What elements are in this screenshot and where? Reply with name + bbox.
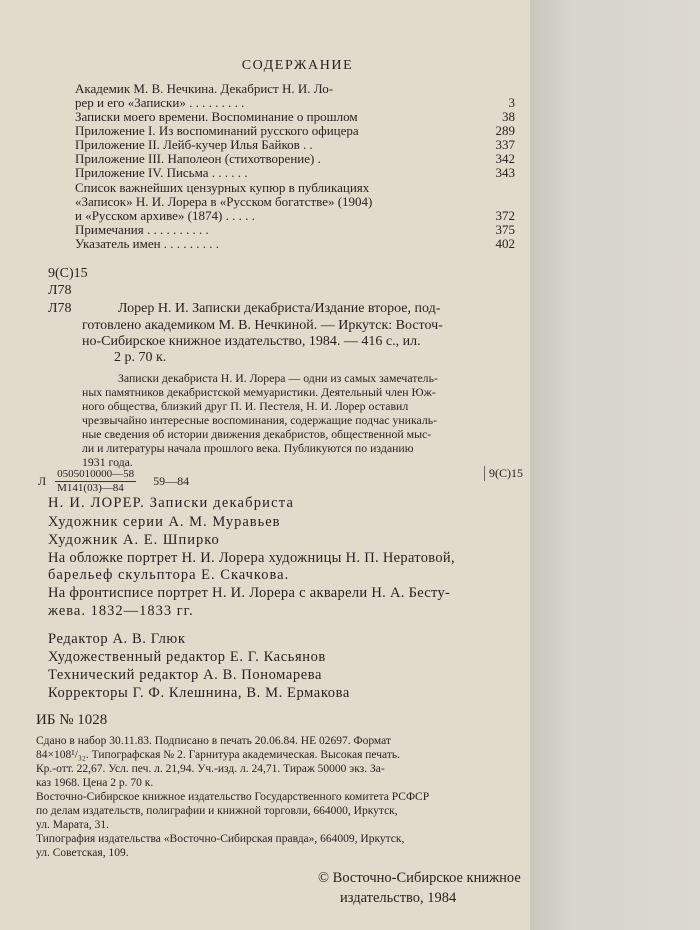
contents-row-text: «Записок» Н. И. Лорера в «Русском богатстве» (1904) (75, 194, 373, 209)
contents-row-text: Записки моего времени. Воспоминание о прошлом (75, 109, 358, 124)
code-prefix: Л (38, 474, 47, 488)
catalog-entry-line: Лорер Н. И. Записки декабриста/Издание второе, под- (118, 301, 441, 316)
annotation-line: ного общества, близкий друг П. И. Пестеля, Н. И. Лорер оставил (82, 399, 409, 413)
contents-row-text: Список важнейших цензурных купюр в публикациях (75, 180, 370, 195)
code-denominator: М141(03)—84 (57, 482, 124, 494)
contents-row-text: Указатель имен . . . . . . . . . (75, 236, 220, 251)
imprint-line: Восточно-Сибирское книжное издательство Государственного комитета РСФСР (36, 791, 430, 803)
contents-page-number: 402 (495, 236, 515, 251)
author-mark: Л78 (48, 283, 72, 298)
imprint-line: Кр.-отт. 22,67. Усл. печ. л. 21,94. Уч.-изд. л. 24,71. Тираж 50000 экз. За- (36, 763, 385, 775)
editor-line: Художественный редактор Е. Г. Касьянов (48, 649, 326, 665)
contents-page-number: 372 (495, 208, 515, 223)
bbk-index-right: 9(С)15 (484, 466, 523, 481)
ib-number: ИБ № 1028 (36, 712, 108, 728)
annotation-line: ные сведения об истории движения декабристов, общественной мыс- (82, 427, 432, 441)
imprint-line: ул. Марата, 31. (36, 819, 110, 831)
copyright-line: © Восточно-Сибирское книжное (318, 870, 521, 886)
author-mark: Л78 (48, 301, 72, 316)
contents-row-text: Академик М. В. Нечкина. Декабрист Н. И. Ло- (75, 81, 334, 96)
contents-row-text: Приложение II. Лейб-кучер Илья Байков . . (75, 137, 313, 152)
contents-row-text: рер и его «Записки» . . . . . . . . . (75, 95, 245, 110)
facing-page (530, 0, 700, 930)
contents-page-number: 343 (495, 165, 515, 180)
contents-page-number: 3 (508, 95, 515, 110)
contents-page-number: 342 (495, 151, 515, 166)
catalog-entry-line: но-Сибирское книжное издательство, 1984. — 416 с., ил. (82, 334, 421, 349)
annotation-line: 1931 года. (82, 455, 133, 469)
editor-line: Корректоры Г. Ф. Клешнина, В. М. Ермакова (48, 685, 350, 701)
price: 2 р. 70 к. (114, 350, 167, 365)
annotation-line: ли и литературы начала прошлого века. Публикуются по изданию (82, 441, 414, 455)
imprint-line: по делам издательств, полиграфии и книжной торговли, 664000, Иркутск, (36, 805, 398, 817)
contents-row (75, 166, 515, 181)
publication-code (38, 468, 189, 495)
contents-title: СОДЕРЖАНИЕ (241, 58, 354, 73)
contents-page-number: 38 (502, 109, 515, 124)
book-title-line: Н. И. ЛОРЕР. Записки декабриста (48, 495, 295, 511)
code-numerator: 0505010000—58 (57, 468, 135, 480)
editor-line: Редактор А. В. Глюк (48, 631, 186, 647)
contents-row (75, 237, 515, 252)
imprint-line: каз 1968. Цена 2 р. 70 к. (36, 777, 154, 789)
contents-row-text: Примечания . . . . . . . . . . (75, 222, 209, 237)
code-fraction (55, 468, 136, 495)
annotation-line: чрезвычайно интересные воспоминания, содержащие подчас уникаль- (82, 413, 438, 427)
bbk-index: 9(С)15 (48, 266, 88, 281)
credit-line: Художник А. Е. Шпирко (48, 532, 220, 548)
contents-row-text: Приложение I. Из воспоминаний русского офицера (75, 123, 359, 138)
credit-line: жева. 1832—1833 гг. (48, 603, 194, 619)
contents-row-text: Приложение IV. Письма . . . . . . (75, 165, 248, 180)
contents-row-text: и «Русском архиве» (1874) . . . . . (75, 208, 255, 223)
code-suffix: 59—84 (153, 474, 190, 488)
annotation-line: Записки декабриста Н. И. Лорера — одни из самых замечатель- (118, 371, 438, 385)
imprint-line: 84×108¹/₃₂. Типографская № 2. Гарнитура академическая. Высокая печать. (36, 749, 400, 761)
copyright-line: издательство, 1984 (340, 890, 457, 906)
credit-line: Художник серии А. М. Муравьев (48, 514, 281, 530)
contents-row-text: Приложение III. Наполеон (стихотворение) . (75, 151, 321, 166)
credit-line: На обложке портрет Н. И. Лорера художницы Н. П. Нератовой, (48, 550, 455, 566)
imprint-line: ул. Советская, 109. (36, 847, 129, 859)
contents-page-number: 337 (495, 137, 515, 152)
contents-page-number: 289 (495, 123, 515, 138)
annotation-line: ных памятников декабристской мемуаристики. Деятельный член Юж- (82, 385, 436, 399)
imprint-line: Сдано в набор 30.11.83. Подписано в печать 20.06.84. НЕ 02697. Формат (36, 735, 391, 747)
editor-line: Технический редактор А. В. Пономарева (48, 667, 323, 683)
contents-page-number: 375 (495, 222, 515, 237)
credit-line: барельеф скульптора Е. Скачкова. (48, 567, 290, 583)
catalog-entry-line: готовлено академиком М. В. Нечкиной. — Иркутск: Восточ- (82, 318, 443, 333)
imprint-line: Типография издательства «Восточно-Сибирская правда», 664009, Иркутск, (36, 833, 405, 845)
credit-line: На фронтисписе портрет Н. И. Лорера с акварели Н. А. Бесту- (48, 585, 451, 601)
